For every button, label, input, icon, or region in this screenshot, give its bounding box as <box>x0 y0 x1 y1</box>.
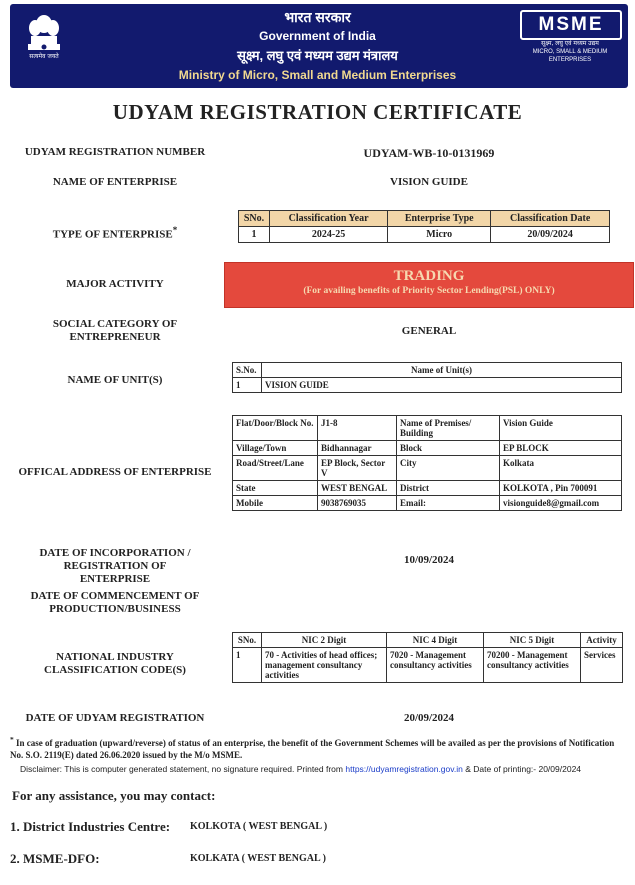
msme-logo-english: MICRO, SMALL & MEDIUM ENTERPRISES <box>532 49 608 63</box>
nic-sno: 1 <box>233 648 262 683</box>
msme-logo: MSME <box>520 10 622 40</box>
disclaimer <box>20 764 630 774</box>
footnote-star: * <box>10 735 14 744</box>
units-table <box>232 362 622 393</box>
msme-logo-caption <box>516 40 624 64</box>
dic-value: KOLKOTA ( WEST BENGAL ) <box>190 821 328 832</box>
certificate-title: UDYAM REGISTRATION CERTIFICATE <box>112 100 523 124</box>
address-cell-label-a: Flat/Door/Block No. <box>233 416 318 441</box>
udyam-portal-link[interactable]: https://udyamregistration.gov.in <box>345 764 463 774</box>
address-cell-value-a: EP Block, Sector V <box>318 456 397 481</box>
classification-col-year: Classification Year <box>270 211 388 227</box>
unit-name-label: NAME OF UNIT(S) <box>67 374 163 386</box>
address-cell-label-a: Village/Town <box>233 441 318 456</box>
address-cell-value-b: KOLKOTA , Pin 700091 <box>500 481 622 496</box>
classification-header-row <box>239 211 610 227</box>
msme-logo-hindi: सूक्ष्म, लघु एवं मध्यम उद्यम <box>541 40 599 47</box>
nic-4digit: 7020 - Management consultancy activities <box>387 648 484 683</box>
nic-col-5digit: NIC 5 Digit <box>484 633 581 648</box>
units-row <box>233 378 622 393</box>
nic-activity: Services <box>581 648 623 683</box>
dic-label: 1. District Industries Centre: <box>10 819 171 834</box>
incorporation-date-label: DATE OF INCORPORATION / REGISTRATION OF ENTERPRISE <box>39 547 191 585</box>
address-cell-label-a: Mobile <box>233 496 318 511</box>
classification-row <box>239 227 610 243</box>
address-cell-value-a: WEST BENGAL <box>318 481 397 496</box>
registration-number-label: UDYAM REGISTRATION NUMBER <box>24 146 206 158</box>
footnote-text: In case of graduation (upward/reverse) of status of an enterprise, the benefit of the Government Schemes will be availed as per the provisions of Notification No. S.O. 2119(E) dated 26.06.2020 issued by the M/o MSME. <box>10 738 615 760</box>
address-table <box>232 415 622 511</box>
major-activity-value: TRADING <box>393 268 465 284</box>
address-row <box>233 416 622 441</box>
major-activity-note: (For availing benefits of Priority Sector Lending(PSL) ONLY) <box>303 286 555 296</box>
address-row <box>233 481 622 496</box>
classification-col-date: Classification Date <box>491 211 610 227</box>
disclaimer-text: Disclaimer: This is computer generated statement, no signature required. Printed from <box>20 764 343 774</box>
nic-5digit: 70200 - Management consultancy activities <box>484 648 581 683</box>
address-cell-value-a: 9038769035 <box>318 496 397 511</box>
major-activity-label: MAJOR ACTIVITY <box>66 278 164 290</box>
header-hindi-government: भारत सरकार <box>284 9 351 25</box>
address-cell-value-b: EP BLOCK <box>500 441 622 456</box>
emblem-caption: सत्यमेव जयते <box>29 53 59 60</box>
address-row <box>233 456 622 481</box>
address-cell-value-b: visionguide8@gmail.com <box>500 496 622 511</box>
units-col-sno: S.No. <box>233 363 262 378</box>
incorporation-date-value: 10/09/2024 <box>403 554 455 566</box>
unit-name: VISION GUIDE <box>262 378 622 393</box>
units-header-row <box>233 363 622 378</box>
commencement-date-label: DATE OF COMMENCEMENT OF PRODUCTION/BUSINESS <box>30 590 200 615</box>
enterprise-type-star: * <box>172 225 178 235</box>
header-ministry-name: Ministry of Micro, Small and Medium Enterprises <box>178 68 457 82</box>
nic-row <box>233 648 623 683</box>
nic-col-4digit: NIC 4 Digit <box>387 633 484 648</box>
classification-col-sno: SNo. <box>239 211 270 227</box>
address-cell-label-b: District <box>397 481 500 496</box>
social-category-value: GENERAL <box>401 325 457 337</box>
enterprise-type-label-text: TYPE OF ENTERPRISE <box>52 228 173 241</box>
official-address-label: OFFICAL ADDRESS OF ENTERPRISE <box>18 466 212 478</box>
unit-sno: 1 <box>233 378 262 393</box>
classification-year: 2024-25 <box>270 227 388 243</box>
classification-col-type: Enterprise Type <box>388 211 491 227</box>
address-row <box>233 441 622 456</box>
units-col-name: Name of Unit(s) <box>262 363 622 378</box>
msme-dfo-label: 2. MSME-DFO: <box>10 851 100 866</box>
enterprise-name-value: VISION GUIDE <box>390 176 468 188</box>
msme-dfo-value: KOLKATA ( WEST BENGAL ) <box>190 853 326 864</box>
disclaimer-suffix: & Date of printing:- 20/09/2024 <box>465 764 582 774</box>
address-cell-value-b: Kolkata <box>500 456 622 481</box>
header-government-of-india: Government of India <box>259 29 376 43</box>
address-cell-value-a: Bidhannagar <box>318 441 397 456</box>
major-activity-box <box>224 262 634 308</box>
nic-col-activity: Activity <box>581 633 623 648</box>
address-cell-label-a: Road/Street/Lane <box>233 456 318 481</box>
address-cell-label-b: Block <box>397 441 500 456</box>
classification-date: 20/09/2024 <box>491 227 610 243</box>
address-cell-label-b: Email: <box>397 496 500 511</box>
classification-sno: 1 <box>239 227 270 243</box>
enterprise-name-label: NAME OF ENTERPRISE <box>52 176 178 188</box>
address-cell-value-a: J1-8 <box>318 416 397 441</box>
social-category-label: SOCIAL CATEGORY OF ENTREPRENEUR <box>52 318 178 343</box>
header-hindi-ministry: सूक्ष्म, लघु एवं मध्यम उद्यम मंत्रालय <box>237 48 398 63</box>
assistance-heading: For any assistance, you may contact: <box>12 788 216 803</box>
nic-table <box>232 632 623 683</box>
address-row <box>233 496 622 511</box>
registration-number-value: UDYAM-WB-10-0131969 <box>363 146 495 160</box>
classification-table <box>238 210 610 243</box>
footnote <box>10 734 626 761</box>
enterprise-type-label <box>10 224 220 242</box>
nic-col-2digit: NIC 2 Digit <box>262 633 387 648</box>
address-cell-label-b: City <box>397 456 500 481</box>
address-cell-value-b: Vision Guide <box>500 416 622 441</box>
classification-type: Micro <box>388 227 491 243</box>
udyam-date-value: 20/09/2024 <box>403 712 455 724</box>
udyam-date-label: DATE OF UDYAM REGISTRATION <box>25 712 205 724</box>
nic-col-sno: SNo. <box>233 633 262 648</box>
nic-2digit: 70 - Activities of head offices; management consultancy activities <box>262 648 387 683</box>
nic-header-row <box>233 633 623 648</box>
nic-code-label: NATIONAL INDUSTRY CLASSIFICATION CODE(S) <box>44 651 186 676</box>
address-cell-label-a: State <box>233 481 318 496</box>
address-cell-label-b: Name of Premises/ Building <box>397 416 500 441</box>
